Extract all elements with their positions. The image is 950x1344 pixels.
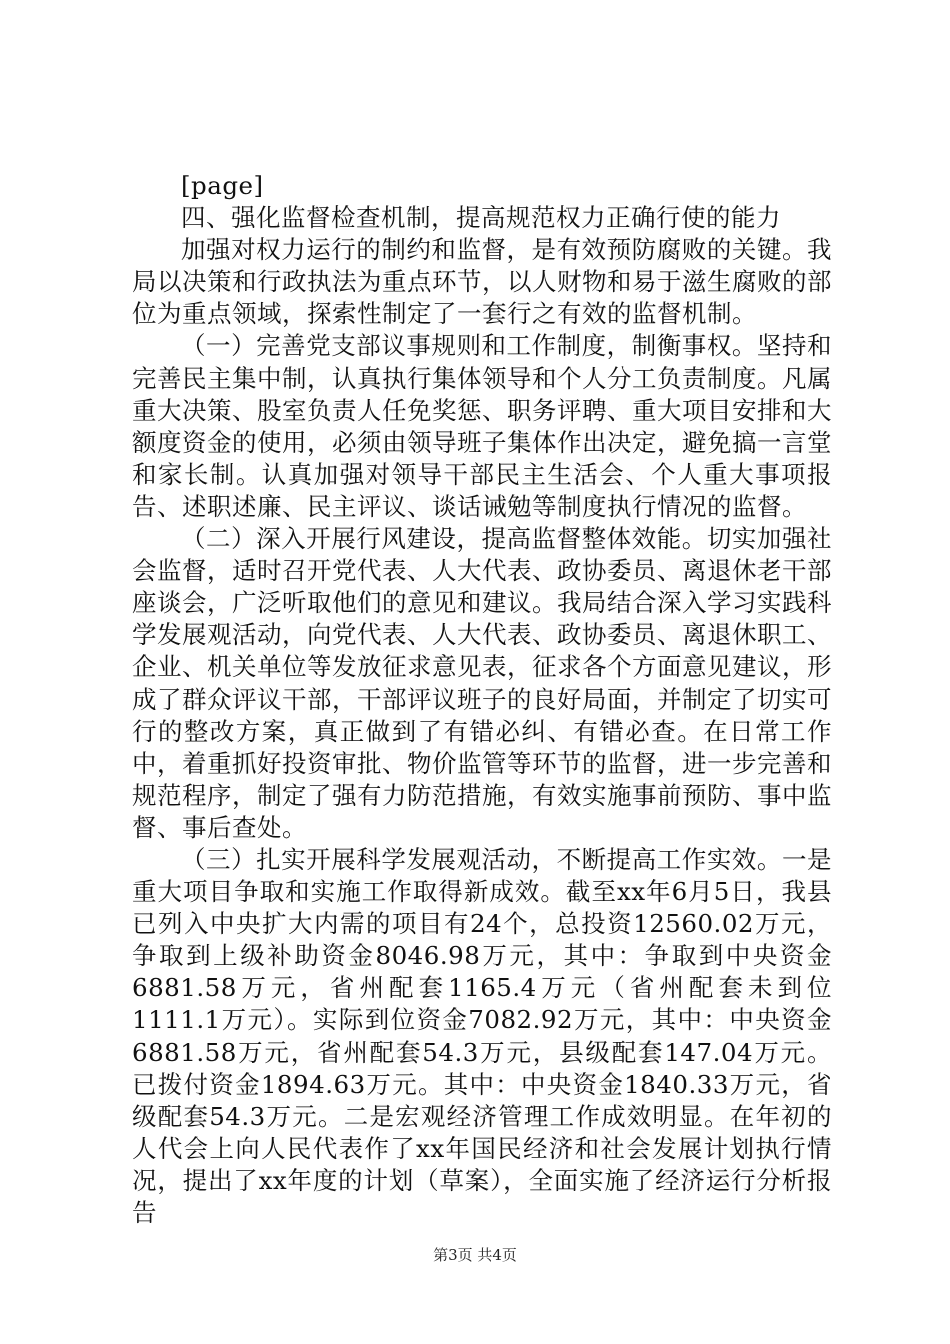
section-heading: 四、强化监督检查机制，提高规范权力正确行使的能力 [181, 203, 781, 233]
paragraph: 加强对权力运行的制约和监督，是有效预防腐败的关键。我局以决策和行政执法为重点环节，以人财物和易于滋生腐败的部位为重点领域，探索性制定了一套行之有效的监督机制。 [132, 235, 832, 329]
page-footer: 第3页 共4页 [433, 1246, 517, 1264]
document-body [132, 170, 832, 1229]
paragraph: （一）完善党支部议事规则和工作制度，制衡事权。坚持和完善民主集中制，认真执行集体领导和个人分工负责制度。凡属重大决策、股室负责人任免奖惩、职务评聘、重大项目安排和大额度资金的使用，必须由领导班子集体作出决定，避免搞一言堂和家长制。认真加强对领导干部民主生活会、个人重大事项报告、述职述廉、民主评议、谈话诫勉等制度执行情况的监督。 [132, 331, 832, 521]
paragraph: （二）深入开展行风建设，提高监督整体效能。切实加强社会监督，适时召开党代表、人大代表、政协委员、离退休老干部座谈会，广泛听取他们的意见和建议。我局结合深入学习实践科学发展观活动，向党代表、人大代表、政协委员、离退休职工、企业、机关单位等发放征求意见表，征求各个方面意见建议，形成了群众评议干部，干部评议班子的良好局面，并制定了切实可行的整改方案，真正做到了有错必纠、有错必查。在日常工作中，着重抓好投资审批、物价监管等环节的监督，进一步完善和规范程序，制定了强有力防范措施，有效实施事前预防、事中监督、事后查处。 [132, 524, 832, 842]
page-marker: [page] [181, 171, 264, 200]
paragraph: （三）扎实开展科学发展观活动，不断提高工作实效。一是重大项目争取和实施工作取得新成效。截至xx年6月5日，我县已列入中央扩大内需的项目有24个，总投资12560.02万元，争取到上级补助资金8046.98万元，其中：争取到中央资金6881.58万元，省州配套1165.4万元（省州配套未到位1111.1万元）。实际到位资金7082.92万元，其中：中央资金6881.58万元，省州配套54.3万元，县级配套147.04万元。已拨付资金1894.63万元。其中：中央资金1840.33万元，省级配套54.3万元。二是宏观经济管理工作成效明显。在年初的人代会上向人民代表作了xx年国民经济和社会发展计划执行情况，提出了xx年度的计划（草案），全面实施了经济运行分析报告 [132, 844, 832, 1227]
